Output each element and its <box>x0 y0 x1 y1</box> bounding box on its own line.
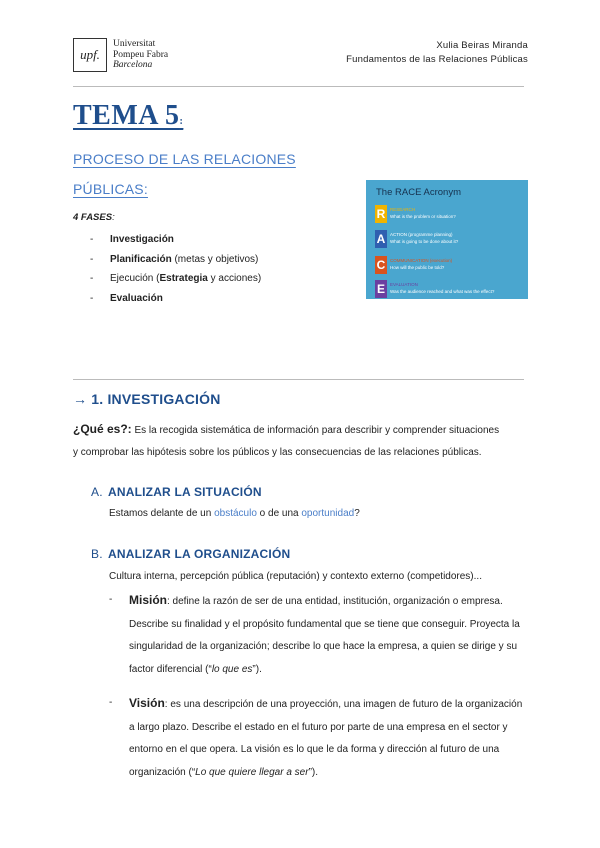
arrow-icon: → <box>73 391 88 407</box>
logo-line-1: Universitat <box>113 39 156 49</box>
section-a-heading: ANALIZAR LA SITUACIÓN <box>108 485 262 499</box>
race-row-r <box>375 205 525 227</box>
race-row-a <box>375 230 525 252</box>
list-item <box>90 230 261 250</box>
mision-dash: - <box>109 594 113 605</box>
logo-line-3: Barcelona <box>113 60 153 70</box>
page-title <box>73 100 183 132</box>
section-a-text <box>109 508 360 519</box>
mision-text: : define la razón de ser de una entidad, institución, organización o empresa. Describe su finalidad y el propósito fundamental que se tiene que conseguir. Proyecta la singularidad de la organización; describe lo que hace la empresa, a quien se dirige y su factor diferencial (“ <box>129 596 520 675</box>
course-name: Fundamentos de las Relaciones Públicas <box>346 54 528 65</box>
race-row-a-line1: ACTION (programme planning) <box>390 232 453 237</box>
section-a-mid: o de una <box>256 508 302 519</box>
section-b-heading: ANALIZAR LA ORGANIZACIÓN <box>108 547 291 561</box>
section-a-end: ? <box>354 508 360 519</box>
fases-colon: : <box>112 212 115 223</box>
section-divider <box>73 379 524 380</box>
race-title: The RACE Acronym <box>376 187 461 198</box>
fase-2-bold: Planificación <box>110 253 172 265</box>
fase-3-bold: Estrategia <box>159 273 208 284</box>
section-b-letter: B. <box>91 547 103 561</box>
vision-dash: - <box>109 697 113 708</box>
race-acronym-image <box>366 180 528 299</box>
logo-text <box>113 39 168 71</box>
race-row-a-line2: What is going to be done about it? <box>390 239 459 244</box>
race-row-r-line1: RESEARCH <box>390 207 416 212</box>
race-row-c-line2: How will the public be told? <box>390 265 445 270</box>
race-letter-r: R <box>376 207 386 221</box>
author-name: Xulia Beiras Miranda <box>436 40 528 51</box>
paragraph-line-1 <box>73 418 528 442</box>
list-item <box>90 289 261 309</box>
vision-term: Visión <box>129 696 165 710</box>
title-text: TEMA 5 <box>73 100 180 131</box>
mision-bullet <box>109 589 529 681</box>
section-a-pre: Estamos delante de un <box>109 508 215 519</box>
fase-2-rest: (metas y objetivos) <box>171 253 259 265</box>
fase-4-bold: Evaluación <box>110 292 163 304</box>
vision-italic: Lo que quiere llegar a ser <box>195 766 309 778</box>
mision-term: Misión <box>129 593 167 607</box>
title-colon: : <box>179 116 184 127</box>
section-heading-b <box>91 547 290 561</box>
list-item <box>90 269 261 289</box>
race-letter-c: C <box>376 258 386 272</box>
section-heading-a <box>91 485 262 499</box>
header-divider <box>73 86 524 87</box>
list-item <box>90 250 261 270</box>
fases-list <box>90 230 261 308</box>
race-row-c <box>375 256 525 278</box>
race-row-c-line1: COMMUNICATION (execution) <box>390 258 453 263</box>
race-row-e <box>375 280 525 302</box>
upf-logo <box>73 38 183 72</box>
logo-mark: upf. <box>73 38 107 72</box>
fases-label <box>73 212 115 223</box>
vision-bullet <box>109 692 529 784</box>
investigacion-heading-text: 1. INVESTIGACIÓN <box>91 391 221 407</box>
race-letter-e: E <box>376 282 385 296</box>
paragraph-line-2: y comprobar las hipótesis sobre los públicos y las consecuencias de las relaciones públicas. <box>73 447 482 458</box>
fase-1-bold: Investigación <box>110 234 174 245</box>
que-es-label: ¿Qué es?: <box>73 422 132 436</box>
fases-label-text: 4 FASES <box>73 212 113 223</box>
mision-end: ”). <box>252 663 262 675</box>
investigacion-paragraph <box>73 418 528 464</box>
paragraph-line-1-text: Es la recogida sistemática de información para describir y comprender situaciones <box>131 425 500 436</box>
section-a-letter: A. <box>91 485 103 499</box>
section-heading-investigacion <box>73 391 221 407</box>
mision-italic: lo que es <box>211 663 253 675</box>
vision-text: : es una descripción de una proyección, una imagen de futuro de la organización a largo plazo. Describe el estado en el futuro por parte de una empresa en el sector y entorno en el que opera. La visión es lo que le da forma y dirección al futuro de una organización (“ <box>129 699 523 778</box>
word-obstaculo: obstáculo <box>214 508 257 519</box>
race-row-r-line2: What is the problem or situation? <box>390 214 456 219</box>
race-row-e-line1: EVALUATION <box>390 282 418 287</box>
race-letter-a: A <box>376 232 386 246</box>
vision-end: ”). <box>308 766 319 778</box>
fase-3-rest: y acciones) <box>207 273 262 284</box>
subtitle-line-1: PROCESO DE LAS RELACIONES <box>73 151 296 167</box>
subtitle-line-2: PÚBLICAS: <box>73 181 148 197</box>
section-b-intro: Cultura interna, percepción pública (reputación) y contexto externo (competidores)... <box>109 571 482 582</box>
race-row-e-line2: Was the audience reached and what was the effect? <box>390 289 495 294</box>
logo-line-2: Pompeu Fabra <box>113 49 169 60</box>
word-oportunidad: oportunidad <box>301 508 355 519</box>
header-info <box>346 39 528 67</box>
fase-3-pre: Ejecución ( <box>110 273 160 284</box>
